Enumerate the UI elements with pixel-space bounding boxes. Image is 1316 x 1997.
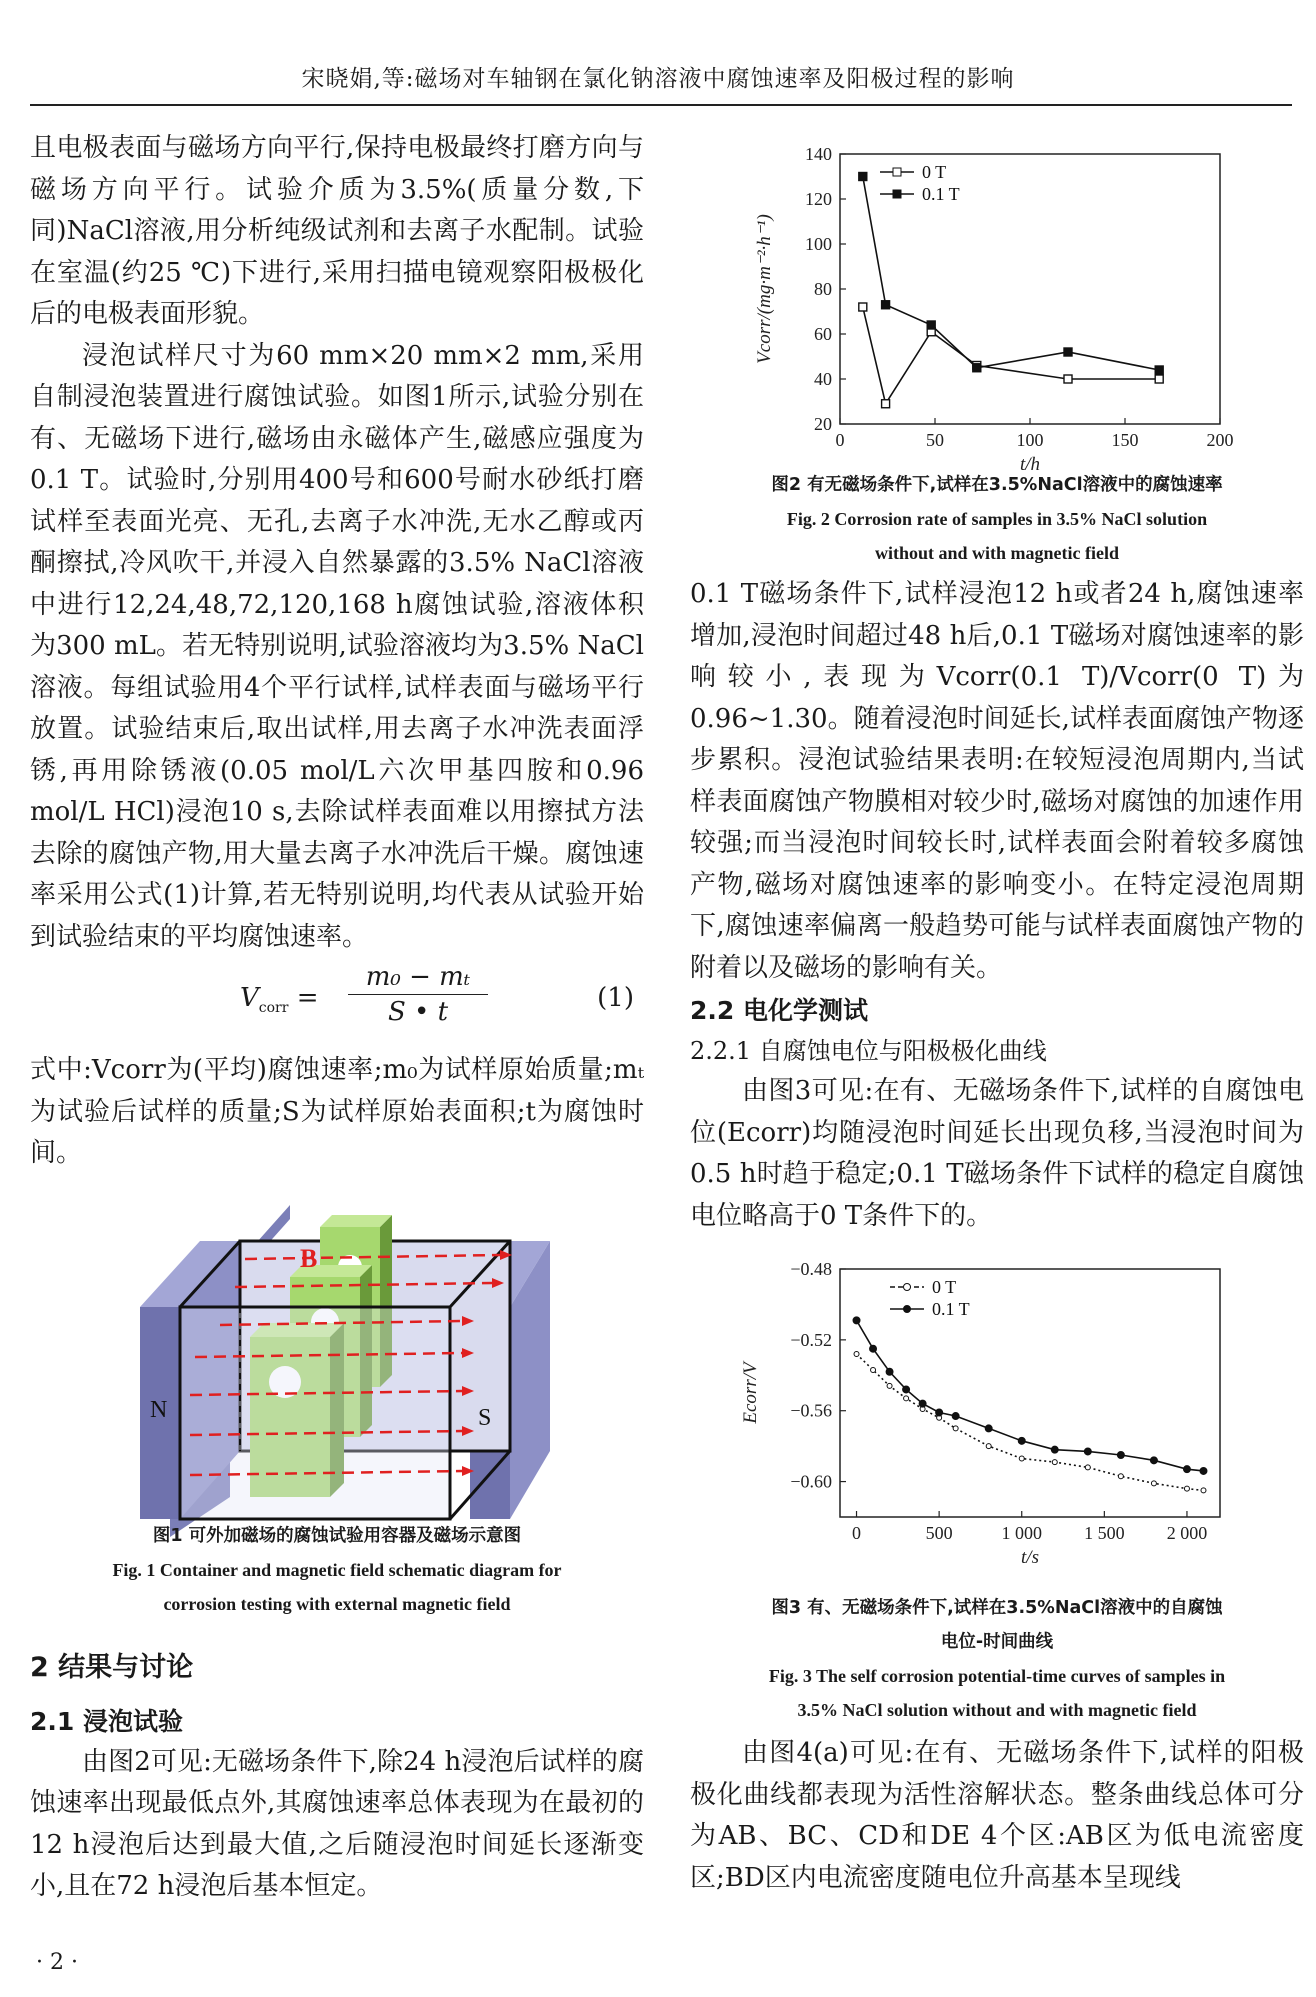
data-point [859, 173, 867, 181]
legend-marker [893, 168, 901, 176]
subsubsection-heading-2-2-1: 2.2.1 自腐蚀电位与阳极极化曲线 [690, 1037, 1047, 1065]
y-tick-label: −0.52 [790, 1329, 832, 1350]
x-tick-label: 1 500 [1084, 1523, 1125, 1543]
field-label-b: B [300, 1243, 318, 1273]
data-point [952, 1413, 959, 1420]
data-point [853, 1317, 860, 1324]
figure-1-caption-en-2: corrosion testing with external magnetic field [163, 1593, 511, 1614]
right-column [690, 134, 1304, 1899]
formula-lhs: $V_{corr}$ = [240, 983, 319, 1017]
paragraph-7: 由图4(a)可见:在有、无磁场条件下,试样的阳极极化曲线都表现为活性溶解状态。整条曲线总体可分为AB、BC、CD和DE 4个区:AB区为低电流密度区;BD区内电流密度随电位升高基本呈现线 [690, 1738, 1304, 1893]
data-point [936, 1409, 943, 1416]
x-tick-label: 50 [926, 430, 944, 450]
x-axis-label: t/h [1019, 454, 1041, 475]
data-point [1151, 1481, 1156, 1486]
data-point [882, 400, 890, 408]
data-point [985, 1425, 992, 1432]
figure-3 [690, 1247, 1304, 1727]
data-point [1051, 1446, 1058, 1453]
page-number: · 2 · [36, 1950, 78, 1975]
figure-1-caption-en-1: Fig. 1 Container and magnetic field schematic diagram for [112, 1559, 562, 1580]
formula-denominator: S • t [387, 997, 449, 1027]
paragraph-3: 式中:Vcorr为(平均)腐蚀速率;m₀为试样原始质量;mₜ为试验后试样的质量;S为试样原始表面积;t为腐蚀时间。 [30, 1055, 644, 1168]
data-point [1019, 1456, 1024, 1461]
paragraph-5: 0.1 T磁场条件下,试样浸泡12 h或者24 h,腐蚀速率增加,浸泡时间超过48 h后,0.1 T磁场对腐蚀速率的影响较小,表现为Vcorr(0.1 T)/Vcorr(0 T)为0.96~1.30。随着浸泡时间延长,试样表面腐蚀产物逐步累积。浸泡试验结果表明:在较短浸泡周期内,当试样表面腐蚀产物膜相对较少时,磁场对腐蚀的加速作用较强;而当浸泡时间较长时,试样表面会附着较多腐蚀产物,磁场对腐蚀速率的影响变小。在特定浸泡周期下,腐蚀速率偏离一般趋势可能与试样表面腐蚀产物的附着以及磁场的影响有关。 [690, 579, 1304, 983]
data-point [903, 1386, 910, 1393]
equation-number: (1) [597, 983, 634, 1013]
data-point [919, 1400, 926, 1407]
section-heading-2: 2 结果与讨论 [30, 1651, 194, 1683]
figure-2-caption-en-2: without and with magnetic field [874, 543, 1119, 563]
data-point [1064, 375, 1072, 383]
x-tick-label: 500 [925, 1523, 953, 1543]
figure-2-caption-en-1: Fig. 2 Corrosion rate of samples in 3.5% NaCl solution [786, 509, 1208, 529]
x-axis-label: t/s [1021, 1547, 1039, 1568]
x-tick-label: 100 [1016, 430, 1044, 450]
data-point [1155, 366, 1163, 374]
plot-frame [840, 1269, 1220, 1517]
data-point [887, 1383, 892, 1388]
legend-marker [904, 1306, 911, 1313]
paragraph-1: 且电极表面与磁场方向平行,保持电极最终打磨方向与磁场方向平行。试验介质为3.5%(质量分数,下同)NaCl溶液,用分析纯级试剂和去离子水配制。试验在室温(约25 ℃)下进行,采用扫描电镜观察阳极极化后的电极表面形貌。 [30, 133, 644, 329]
data-point [859, 303, 867, 311]
paragraph-2: 浸泡试样尺寸为60 mm×20 mm×2 mm,采用自制浸泡装置进行腐蚀试验。如图1所示,试验分别在有、无磁场下进行,磁场由永磁体产生,磁感应强度为0.1 T。试验时,分别用400号和600号耐水砂纸打磨试样至表面光亮、无孔,去离子水冲洗,无水乙醇或丙酮擦拭,冷风吹干,并浸入自然暴露的3.5% NaCl溶液中进行12,24,48,72,120,168 h腐蚀试验,溶液体积为300 mL。若无特别说明,试验溶液均为3.5% NaCl溶液。每组试验用4个平行试样,试样表面与磁场平行放置。试验结束后,取出试样,用去离子水冲洗表面浮锈,再用除锈液(0.05 mol/L六次甲基四胺和0.96 mol/L HCl)浸泡10 s,去除试样表面难以用擦拭方法去除的腐蚀产物,用大量去离子水冲洗后干燥。腐蚀速率采用公式(1)计算,若无特别说明,均代表从试验开始到试验结束的平均腐蚀速率。 [30, 340, 644, 952]
y-axis-label: Ecorr/V [740, 1362, 761, 1424]
data-point [1117, 1452, 1124, 1459]
y-tick-label: −0.48 [790, 1259, 832, 1279]
y-tick-label: 100 [805, 234, 832, 254]
subsection-heading-2-1: 2.1 浸泡试验 [30, 1706, 183, 1736]
data-point [882, 301, 890, 309]
y-tick-label: 80 [814, 279, 832, 299]
data-point [1052, 1460, 1057, 1465]
x-tick-label: 1 000 [1001, 1523, 1042, 1543]
y-tick-label: 20 [814, 414, 832, 434]
container-schematic [30, 1197, 644, 1507]
legend-marker [904, 1284, 911, 1291]
y-tick-label: −0.56 [790, 1400, 832, 1421]
legend-label: 0 T [932, 1277, 957, 1297]
x-tick-label: 0 [835, 430, 845, 450]
series-line-0 [863, 307, 1159, 404]
y-tick-label: 140 [805, 144, 832, 164]
subsection-heading-2-2: 2.2 电化学测试 [690, 996, 868, 1025]
data-point [1200, 1467, 1207, 1474]
data-point [1085, 1465, 1090, 1470]
data-point [1084, 1448, 1091, 1455]
y-tick-label: 40 [814, 369, 832, 389]
data-point [1155, 375, 1163, 383]
legend-label: 0.1 T [932, 1299, 970, 1319]
figure-2 [690, 134, 1304, 570]
figure-1-caption-cn: 图1 可外加磁场的腐蚀试验用容器及磁场示意图 [152, 1525, 522, 1546]
paragraph-4: 由图2可见:无磁场条件下,除24 h浸泡后试样的腐蚀速率出现最低点外,其腐蚀速率总体表现为在最初的12 h浸泡后达到最大值,之后随浸泡时间延长逐渐变小,且在72 h浸泡后基本恒定。 [30, 1746, 644, 1901]
data-point [1201, 1488, 1206, 1493]
series-line-1 [863, 177, 1159, 371]
x-tick-label: 0 [852, 1523, 862, 1543]
y-tick-label: −0.60 [790, 1471, 832, 1492]
series-line-1 [857, 1320, 1204, 1471]
paragraph-6: 由图3可见:在有、无磁场条件下,试样的自腐蚀电位(Ecorr)均随浸泡时间延长出现负移,当浸泡时间为0.5 h时趋于稳定;0.1 T磁场条件下试样的稳定自腐蚀电位略高于0 T条件下的。 [690, 1076, 1304, 1231]
x-tick-label: 150 [1111, 430, 1139, 450]
data-point [870, 1345, 877, 1352]
figure-1 [30, 1197, 644, 1621]
data-point [854, 1352, 859, 1357]
y-tick-label: 60 [814, 324, 832, 344]
magnet-label-s: S [478, 1404, 492, 1431]
data-point [1183, 1466, 1190, 1473]
running-title: 宋晓娟,等:磁场对车轴钢在氯化钠溶液中腐蚀速率及阳极过程的影响 [301, 66, 1015, 92]
data-point [1064, 348, 1072, 356]
y-axis-label: Vcorr/(mg·m⁻²·h⁻¹) [754, 214, 775, 364]
figure-3-caption-en-2: 3.5% NaCl solution without and with magnetic field [797, 1700, 1197, 1720]
figure-3-caption-cn-2: 电位-时间曲线 [940, 1632, 1054, 1652]
data-point [1150, 1457, 1157, 1464]
data-point [986, 1444, 991, 1449]
data-point [1018, 1437, 1025, 1444]
figure-3-caption-cn-1: 图3 有、无磁场条件下,试样在3.5%NaCl溶液中的自腐蚀 [771, 1598, 1223, 1618]
legend-marker [893, 190, 901, 198]
series-line-0 [857, 1354, 1204, 1490]
data-point [871, 1367, 876, 1372]
legend-label: 0.1 T [922, 184, 960, 204]
data-point [904, 1396, 909, 1401]
equation-1 [30, 958, 644, 1050]
header-rule [30, 104, 1292, 106]
formula-numerator: m₀ − mₜ [348, 962, 488, 995]
magnet-label-n: N [150, 1396, 168, 1423]
figure-2-caption-cn: 图2 有无磁场条件下,试样在3.5%NaCl溶液中的腐蚀速率 [771, 475, 1223, 495]
data-point [1184, 1486, 1189, 1491]
left-column [30, 128, 644, 1908]
x-tick-label: 200 [1206, 430, 1234, 450]
data-point [886, 1368, 893, 1375]
y-tick-label: 120 [805, 189, 832, 209]
figure-3-chart [690, 1247, 1304, 1587]
x-tick-label: 2 000 [1166, 1523, 1208, 1543]
data-point [973, 364, 981, 372]
data-point [953, 1426, 958, 1431]
formula-fraction [348, 962, 488, 1027]
figure-3-caption-en-1: Fig. 3 The self corrosion potential-time curves of samples in [768, 1666, 1226, 1686]
legend-label: 0 T [922, 162, 947, 182]
figure-2-chart [690, 134, 1304, 475]
data-point [1118, 1474, 1123, 1479]
data-point [927, 321, 935, 329]
